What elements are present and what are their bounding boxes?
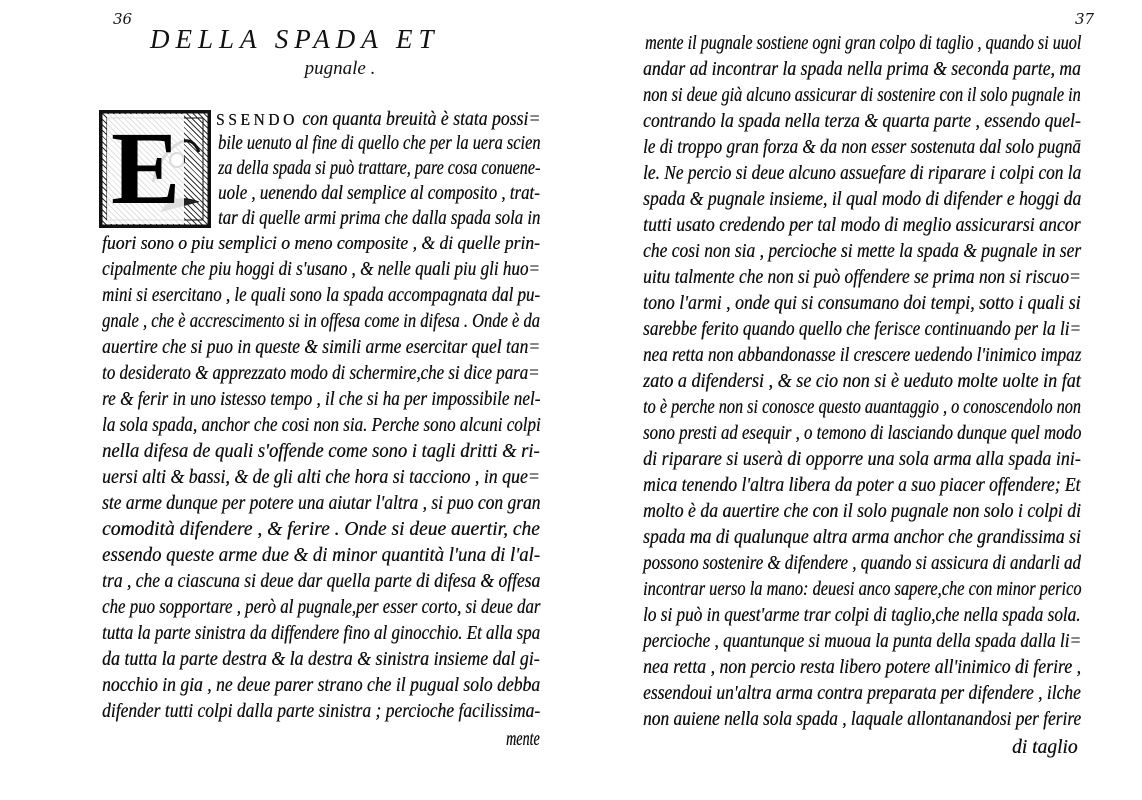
- text-line: fuori sono o piu semplici o meno composite , & di quelle prin-: [102, 234, 540, 254]
- text-line: auertire che si puo in queste & simili arme esercitar quel tan=: [102, 337, 541, 358]
- text-line: la sola spada, anchor che cosi non sia. Perche sono alcuni colpi: [102, 415, 541, 436]
- chapter-subtitle: pugnale .: [304, 58, 376, 79]
- text-line: cipalmente che piu hoggi di s'usano , & nelle quali piu gli huo=: [102, 259, 540, 280]
- text-line: uersi alti & bassi, & de gli alti che hora si tacciono , in que=: [102, 467, 540, 488]
- text-line: nea retta non abbandonasse il crescere uedendo l'inimico impaz: [643, 345, 1082, 366]
- text-line: sono presti ad esequir , o temono di lasciando dunque quel modo: [643, 423, 1082, 444]
- text-line: to desiderato & apprezzato modo di schermire,che si dice para=: [102, 363, 540, 384]
- text-line: lo si può in quest'arme trar colpi di taglio,che nella spada sola.: [643, 605, 1081, 626]
- text-line: uitu talmente che non si può offendere se prima non si riscuo=: [643, 267, 1081, 288]
- text-line: mica tenendo l'altra libera da poter a suo piacer offendere; Et: [643, 475, 1081, 496]
- text-line: tutta la parte sinistra da diffendere fino al ginocchio. Et alla spa: [102, 623, 541, 644]
- text-line: incontrar uerso la mano: deuesi anco sapere,che con minor perico: [643, 579, 1082, 600]
- text-line: spada & pugnale insieme, il qual modo di difender e hoggi da: [643, 189, 1082, 210]
- text-line: essendoui un'altra arma contra preparata per difendere , ilche: [643, 683, 1081, 704]
- page-number-right: 37: [1075, 10, 1095, 28]
- text-line: non auiene nella sola spada , laquale allontanandosi per ferire: [643, 709, 1082, 730]
- text-line: da tutta la parte destra & la destra & sinistra insieme dal gi-: [102, 649, 540, 670]
- page-number-left: 36: [113, 10, 133, 28]
- text-line: gnale , che è accrescimento si in offesa come in difesa . Onde è da: [102, 311, 540, 332]
- decorated-initial: [99, 110, 211, 228]
- text-line: za della spada si può trattare, pare cosa conuene-: [218, 158, 541, 179]
- text-line: difender tutti colpi dalla parte sinistra ; percioche facilissima-: [102, 701, 541, 722]
- text-line: andar ad incontrar la spada nella prima & seconda parte, ma: [643, 59, 1081, 80]
- chapter-title: DELLA SPADA ET: [150, 24, 440, 54]
- text-line: contrando la spada nella terza & quarta parte , essendo quel-: [643, 111, 1081, 132]
- text-line: to è perche non si conosce questo auantaggio , o conoscendolo non: [643, 397, 1081, 418]
- text-line: possono sostenire & difendere , quando si assicura di andarli ad: [643, 553, 1081, 574]
- drop-cap-letter: E: [107, 114, 184, 224]
- right-page: [571, 0, 1142, 800]
- text-line: percioche , quantunque si muoua la punta della spada dalla li=: [643, 631, 1082, 652]
- text-line: nocchio in gia , ne deue parer strano che il pugual solo debba: [102, 675, 541, 696]
- text-line: le. Ne percio si deue alcuno assuefare di riparare i colpi con la: [643, 163, 1082, 184]
- text-line: uole , uenendo dal semplice al composito , trat-: [218, 183, 540, 204]
- first-word: SSENDO: [216, 110, 298, 129]
- text-line: comodità difendere , & ferire . Onde si deue auertir, che: [102, 519, 540, 540]
- text-line: mini si esercitano , le quali sono la spada accompagnata dal pu-: [102, 285, 540, 306]
- text-line: sarebbe ferito quando quello che ferisce continuando per la li=: [643, 319, 1082, 340]
- text-line: mente il pugnale sostiene ogni gran colpo di taglio , quando si uuol: [645, 33, 1082, 54]
- text-line: ste arme dunque per potere una aiutar l'altra , si puo con gran: [102, 493, 541, 514]
- text-line: che puo sopportare , però al pugnale,per esser corto, si deue dar: [102, 597, 541, 618]
- text-line: che cosi non sia , percioche si mette la spada & pugnale in ser: [643, 241, 1082, 262]
- text-line: bile uenuto al fine di quello che per la uera scien: [218, 133, 541, 154]
- text-line: tono l'armi , onde qui si consumano doi tempi, sotto i quali si: [643, 293, 1081, 314]
- catchword-right: di taglio: [1012, 737, 1078, 758]
- text-line: nella difesa de quali s'offende come sono i tagli dritti & ri-: [102, 441, 540, 462]
- text-line: tutti usato credendo per tal modo di meglio assicurarsi ancor: [643, 215, 1081, 236]
- text-line: spada ma di qualunque altra arma anchor che grandissima si: [643, 527, 1081, 548]
- text-line: tra , che a ciascuna si deue dar quella parte di difesa & offesa: [102, 571, 541, 592]
- text-line-first: [216, 108, 540, 131]
- text-line: di riparare si userà di opporre una sola arma alla spada ini-: [643, 449, 1081, 470]
- catchword-left: mente: [506, 729, 540, 750]
- text-line: le di troppo gran forza & da non esser sostenuta dal solo pugnā: [643, 137, 1081, 158]
- text-line: re & ferir in uno istesso tempo , il che si ha per impossibile nel-: [102, 389, 541, 410]
- text-line: non si deue già alcuno assicurar di sostenire con il solo pugnale in: [643, 85, 1081, 106]
- text-line: con quanta breuità è stata possi=: [297, 109, 541, 130]
- text-line: zato a difendersi , & se cio non si è ueduto molte uolte in fat: [643, 371, 1081, 392]
- text-line: nea retta , non percio resta libero potere all'inimico di ferire ,: [643, 657, 1081, 678]
- text-line: molto è da auertire che con il solo pugnale non solo i colpi di: [643, 501, 1081, 522]
- text-line: essendo queste arme due & di minor quantità l'una di l'al-: [102, 545, 540, 566]
- text-line: tar di quelle armi prima che dalla spada sola in: [218, 208, 541, 229]
